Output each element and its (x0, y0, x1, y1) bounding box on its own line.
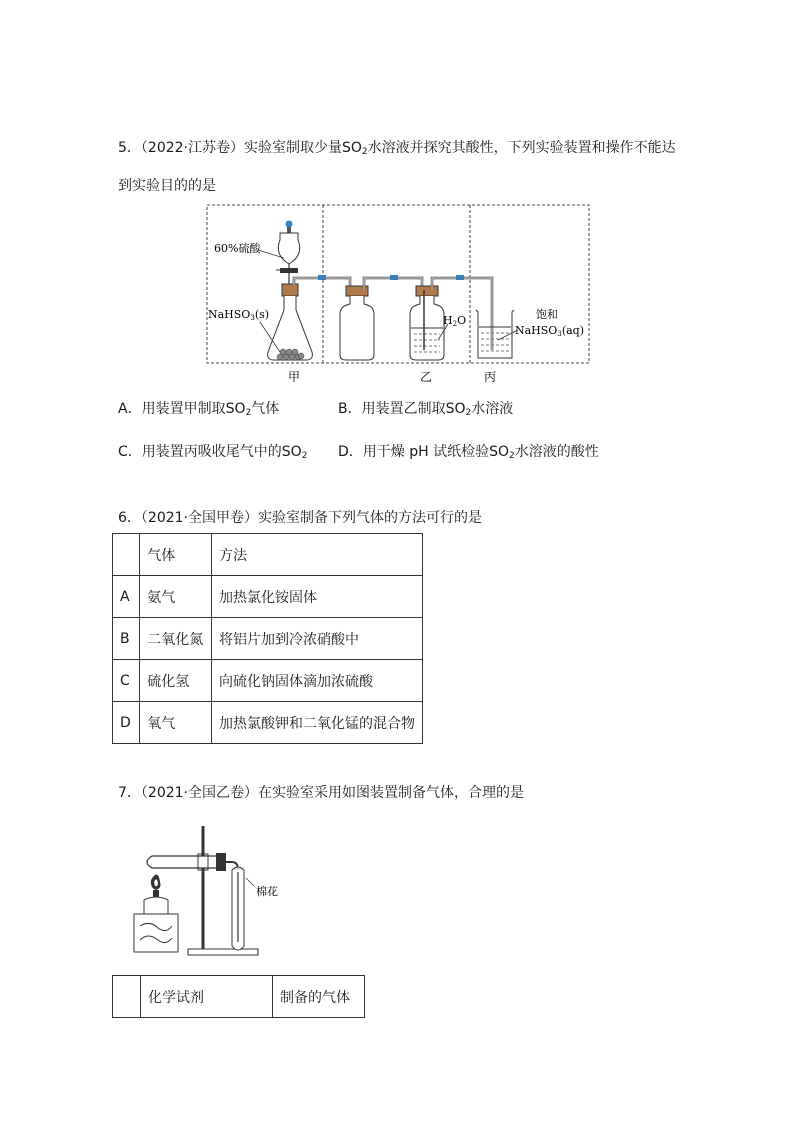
part-label-yi: 乙 (420, 370, 433, 384)
q7-source: （2021·全国乙卷） (140, 785, 259, 801)
cotton-icon (232, 867, 244, 870)
apparatus-frame (207, 205, 589, 363)
table-row: C 硫化氢 向硫化钠固体滴加浓硫酸 (113, 660, 423, 702)
stand-base (188, 949, 258, 955)
q6-stem: 6．（2021·全国甲卷）实验室制备下列气体的方法可行的是 (118, 510, 483, 526)
table-header-row: 气体 方法 (113, 534, 423, 576)
q5-apparatus-figure (200, 200, 595, 390)
q5-option-a[interactable]: A．用装置甲制取$SO_2$气体 (118, 401, 280, 418)
q7-apparatus-figure (128, 822, 288, 962)
funnel-stopcock (280, 268, 298, 273)
table-row: A 氨气 加热氯化铵固体 (113, 576, 423, 618)
erlenmeyer-flask (268, 284, 313, 360)
tube-connector-3 (456, 275, 464, 280)
q7-number: 7． (118, 785, 141, 801)
q5-option-d[interactable]: D．用干燥 pH 试纸检验$SO_2$水溶液的酸性 (338, 444, 599, 461)
aq-label: NaHSO3(aq) (515, 324, 584, 338)
absorption-beaker (476, 310, 514, 358)
q5-stem-line2: 到实验目的的是 (118, 178, 216, 194)
q5-stem-line1: 5．（2022·江苏卷）实验室制取少量$SO_2$水溶液并探究其酸性，下列实验装置和操作不能达 (118, 140, 676, 157)
empty-gas-bottle (340, 286, 374, 360)
part-label-jia: 甲 (288, 370, 301, 384)
horizontal-test-tube (147, 853, 226, 871)
flask-stopper (282, 284, 298, 296)
table-row: D 氧气 加热氯酸钾和二氧化锰的混合物 (113, 702, 423, 744)
tube-connector-2 (390, 275, 398, 280)
q5-option-b[interactable]: B．用装置乙制取$SO_2$水溶液 (338, 401, 514, 418)
q7-stem: 7．（2021·全国乙卷）在实验室采用如图装置制备气体，合理的是 (118, 785, 525, 801)
cotton-label: 棉花 (256, 885, 278, 898)
part-label-bing: 丙 (484, 370, 497, 384)
tube-connector (318, 275, 326, 280)
water-label: H2O (443, 314, 467, 328)
water-gas-bottle (410, 286, 444, 360)
table-row: B 二氧化氮 将铝片加到冷浓硝酸中 (113, 618, 423, 660)
q5-source: （2022·江苏卷） (140, 140, 245, 156)
funnel-stopper (286, 221, 293, 228)
saturated-label: 饱和 (536, 308, 558, 321)
q5-option-c[interactable]: C．用装置丙吸收尾气中的$SO_2$ (118, 444, 308, 461)
table-header-row: 化学试剂 制备的气体 (113, 976, 365, 1018)
tube-stopper (216, 853, 226, 871)
solid-label: NaHSO3(s) (208, 308, 270, 322)
q6-number: 6． (118, 510, 141, 526)
q6-source: （2021·全国甲卷） (140, 510, 259, 526)
q5-number: 5． (118, 140, 141, 156)
q6-table (112, 533, 423, 744)
q7-table (112, 975, 365, 1018)
acid-label: 60%硫酸 (214, 242, 261, 255)
alcohol-lamp (134, 874, 178, 952)
